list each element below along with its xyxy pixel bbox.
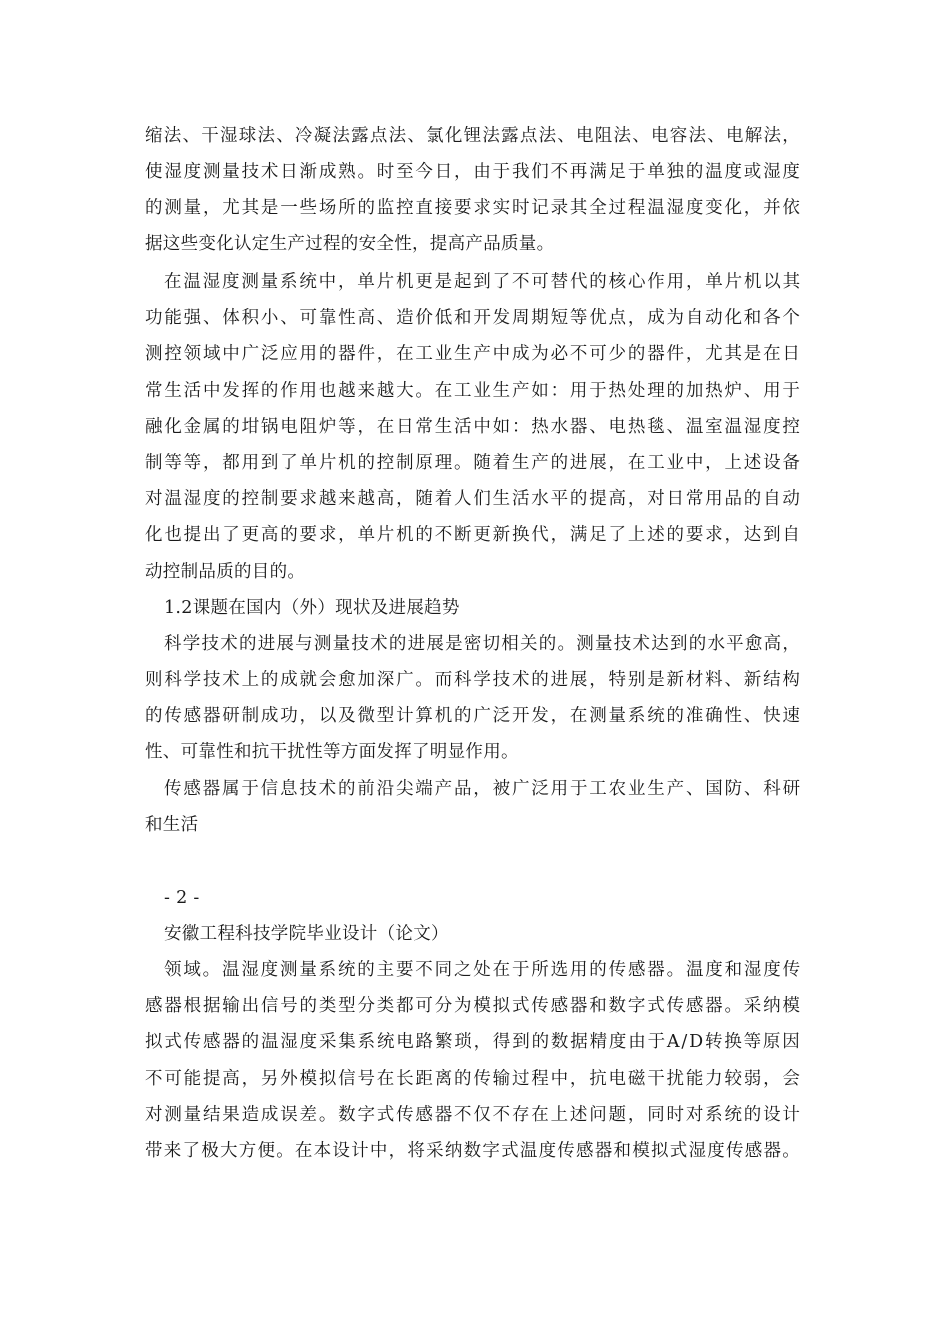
text-line: 测控领域中广泛应用的器件，在工业生产中成为必不可少的器件，尤其是在日	[145, 344, 802, 364]
text-line: 则科学技术上的成就会愈加深广。而科学技术的进展，特别是新材料、新结构	[145, 670, 802, 690]
text-line: 对温湿度的控制要求越来越高，随着人们生活水平的提高，对日常用品的自动	[145, 489, 802, 509]
text-line: 传感器属于信息技术的前沿尖端产品，被广泛用于工农业生产、国防、科研	[164, 779, 802, 799]
text-line: 科学技术的进展与测量技术的进展是密切相关的。测量技术达到的水平愈高，	[164, 634, 802, 654]
text-line: 带来了极大方便。在本设计中，将采纳数字式温度传感器和模拟式湿度传感器。	[145, 1141, 801, 1161]
running-header: 安徽工程科技学院毕业设计（论文）	[164, 924, 449, 944]
text-line: 据这些变化认定生产过程的安全性，提高产品质量。	[145, 234, 555, 254]
text-line: 制等等，都用到了单片机的控制原理。随着生产的进展，在工业中，上述设备	[145, 453, 802, 473]
text-line: 融化金属的坩锅电阻炉等，在日常生活中如：热水器、电热毯、温室温湿度控	[145, 417, 802, 437]
text-line: 使湿度测量技术日渐成熟。时至今日，由于我们不再满足于单独的温度或湿度	[145, 162, 802, 182]
text-line: 在温湿度测量系统中，单片机更是起到了不可替代的核心作用，单片机以其	[164, 272, 802, 292]
text-line: 常生活中发挥的作用也越来越大。在工业生产如：用于热处理的加热炉、用于	[145, 381, 802, 401]
page-number: - 2 -	[164, 888, 200, 908]
text-line: 不可能提高，另外模拟信号在长距离的传输过程中，抗电磁干扰能力较弱，会	[145, 1069, 802, 1089]
text-line: 性、可靠性和抗干扰性等方面发挥了明显作用。	[145, 742, 519, 762]
text-line: 和生活	[145, 815, 199, 835]
text-line: 拟式传感器的温湿度采集系统电路繁琐，得到的数据精度由于A/D转换等原因	[145, 1032, 802, 1052]
text-line: 功能强、体积小、可靠性高、造价低和开发周期短等优点，成为自动化和各个	[145, 308, 802, 328]
text-line: 感器根据输出信号的类型分类都可分为模拟式传感器和数字式传感器。采纳模	[145, 996, 802, 1016]
text-line: 的传感器研制成功，以及微型计算机的广泛开发，在测量系统的准确性、快速	[145, 706, 802, 726]
section-heading: 1.2课题在国内（外）现状及进展趋势	[164, 598, 460, 618]
text-line: 领域。温湿度测量系统的主要不同之处在于所选用的传感器。温度和湿度传	[164, 960, 802, 980]
text-line: 缩法、干湿球法、冷凝法露点法、氯化锂法露点法、电阻法、电容法、电解法，	[145, 126, 801, 146]
text-line: 对测量结果造成误差。数字式传感器不仅不存在上述问题，同时对系统的设计	[145, 1105, 802, 1125]
text-line: 动控制品质的目的。	[145, 562, 306, 582]
text-line: 的测量，尤其是一些场所的监控直接要求实时记录其全过程温湿度变化，并依	[145, 198, 802, 218]
text-line: 化也提出了更高的要求，单片机的不断更新换代，满足了上述的要求，达到自	[145, 525, 802, 545]
